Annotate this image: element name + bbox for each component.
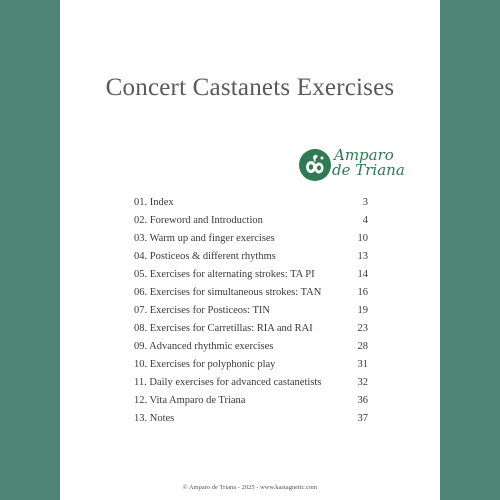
toc-entry[interactable] xyxy=(134,194,368,212)
toc-entry-label: 02. Foreword and Introduction xyxy=(134,215,263,226)
toc-entry-page: 37 xyxy=(357,413,368,424)
toc-entry-label: 04. Posticeos & different rhythms xyxy=(134,251,276,262)
toc-entry-label: 11. Daily exercises for advanced castanetists xyxy=(134,377,322,388)
toc-entry[interactable] xyxy=(134,392,368,410)
toc-entry-label: 03. Warm up and finger exercises xyxy=(134,233,275,244)
toc-entry-page: 32 xyxy=(357,377,368,388)
toc-entry-page: 28 xyxy=(357,341,368,352)
toc-entry-page: 4 xyxy=(362,215,368,226)
toc-entry-label: 06. Exercises for simultaneous strokes: TAN xyxy=(134,287,322,298)
toc-entry[interactable] xyxy=(134,356,368,374)
toc-entry[interactable] xyxy=(134,266,368,284)
table-of-contents xyxy=(134,194,368,428)
toc-entry-label: 12. Vita Amparo de Triana xyxy=(134,395,246,406)
toc-entry-label: 09. Advanced rhythmic exercises xyxy=(134,341,274,352)
document-title: Concert Castanets Exercises xyxy=(105,74,395,101)
toc-entry-page: 36 xyxy=(357,395,368,406)
toc-entry-page: 14 xyxy=(357,269,368,280)
toc-entry[interactable] xyxy=(134,302,368,320)
toc-entry[interactable] xyxy=(134,230,368,248)
toc-entry-page: 16 xyxy=(357,287,368,298)
toc-entry-page: 10 xyxy=(357,233,368,244)
toc-entry[interactable] xyxy=(134,338,368,356)
toc-entry-page: 13 xyxy=(357,251,368,262)
toc-entry-label: 05. Exercises for alternating strokes: TA PI xyxy=(134,269,315,280)
toc-entry[interactable] xyxy=(134,320,368,338)
toc-entry-page: 3 xyxy=(362,197,368,208)
brand-logo xyxy=(298,148,418,186)
toc-entry-label: 13. Notes xyxy=(134,413,175,424)
toc-entry-page: 31 xyxy=(357,359,368,370)
page-footer: © Amparo de Triana - 2025 - www.kastagnettc.com xyxy=(182,484,318,491)
toc-entry-label: 01. Index xyxy=(134,197,174,208)
toc-entry[interactable] xyxy=(134,410,368,428)
toc-entry-page: 19 xyxy=(357,305,368,316)
castanets-emblem-icon xyxy=(298,148,332,182)
toc-entry-label: 08. Exercises for Carretillas: RIA and RAI xyxy=(134,323,313,334)
toc-entry-page: 23 xyxy=(357,323,368,334)
brand-name xyxy=(332,148,405,178)
brand-name-line2: de Triana xyxy=(332,161,405,179)
toc-entry-label: 10. Exercises for polyphonic play xyxy=(134,359,276,370)
toc-entry[interactable] xyxy=(134,284,368,302)
brand-name-line1: Amparo xyxy=(334,146,394,164)
toc-entry[interactable] xyxy=(134,248,368,266)
toc-entry-label: 07. Exercises for Posticeos: TIN xyxy=(134,305,270,316)
document-page xyxy=(60,0,440,500)
toc-entry[interactable] xyxy=(134,212,368,230)
toc-entry[interactable] xyxy=(134,374,368,392)
